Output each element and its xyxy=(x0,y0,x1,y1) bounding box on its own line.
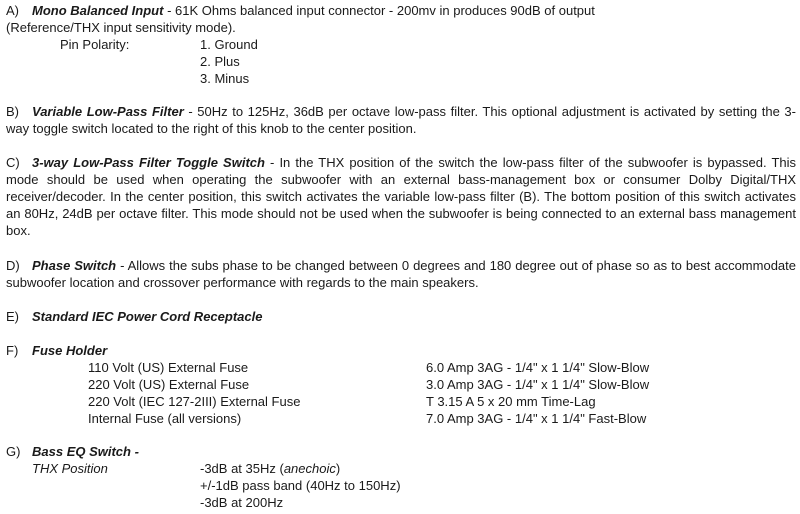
fuse-row xyxy=(6,359,796,376)
pin-3: 3. Minus xyxy=(200,71,250,86)
fuse-row xyxy=(6,393,796,410)
section-g-letter: G) xyxy=(6,444,21,459)
section-g-title: Bass EQ Switch xyxy=(32,444,131,459)
section-c-title: 3-way Low-Pass Filter Toggle Switch xyxy=(32,155,265,170)
section-g-title-suffix: - xyxy=(130,444,139,459)
section-b-text: - 50Hz to 125Hz, 36dB per octave low-pass filter. This optional adjustment is activated by setting the 3-way toggle switch located to the right of this knob to the center position. xyxy=(6,104,796,136)
fuse-row xyxy=(6,376,796,393)
pin-2: 2. Plus xyxy=(200,54,240,69)
section-c-text: - In the THX position of the switch the low-pass filter of the subwoofer is bypassed. This mode should be used when operating the subwoofer with an external bass-management box or consumer Dolby Digital/THX receiver/decoder. In the center position, this switch activates the variable low-pass filter (B). The bottom position of this switch activates an 80Hz, 24dB per octave filter. This mode should not be used when the subwoofer is being connected to an external bass management box. xyxy=(6,155,797,238)
eq-line-1 xyxy=(200,460,340,477)
eq-line-1-italic: anechoic xyxy=(283,461,336,476)
section-f-letter: F) xyxy=(6,343,19,358)
section-a-letter: A) xyxy=(6,3,19,18)
section-d-letter: D) xyxy=(6,258,20,273)
eq-line-2: +/-1dB pass band (40Hz to 150Hz) xyxy=(200,478,401,493)
section-e-letter: E) xyxy=(6,309,19,324)
fuse-spec: 3.0 Amp 3AG - 1/4" x 1 1/4" Slow-Blow xyxy=(426,377,650,392)
section-a xyxy=(6,2,796,87)
fuse-row xyxy=(6,410,796,427)
fuse-label: 110 Volt (US) External Fuse xyxy=(88,360,249,375)
section-f xyxy=(6,342,796,427)
section-c xyxy=(6,154,796,239)
section-d xyxy=(6,257,796,291)
fuse-label: Internal Fuse (all versions) xyxy=(88,411,242,426)
section-e-title: Standard IEC Power Cord Receptacle xyxy=(32,309,263,324)
fuse-label: 220 Volt (IEC 127-2III) External Fuse xyxy=(88,394,301,409)
eq-line-3: -3dB at 200Hz xyxy=(200,495,284,510)
section-d-title: Phase Switch xyxy=(32,258,117,273)
pin-1: 1. Ground xyxy=(200,37,258,52)
pin-polarity-label: Pin Polarity: xyxy=(60,37,130,52)
section-f-title: Fuse Holder xyxy=(32,343,108,358)
fuse-label: 220 Volt (US) External Fuse xyxy=(88,377,250,392)
section-a-title: Mono Balanced Input xyxy=(32,3,164,18)
thx-position-label: THX Position xyxy=(32,461,108,476)
section-e xyxy=(6,308,796,325)
section-d-text: - Allows the subs phase to be changed between 0 degrees and 180 degree out of phase so as to best accommodate subwoofer location and crossover performance with regards to the main speakers. xyxy=(6,258,796,290)
section-b-title: Variable Low-Pass Filter xyxy=(32,104,184,119)
section-c-letter: C) xyxy=(6,155,20,170)
section-b-letter: B) xyxy=(6,104,19,119)
eq-line-1-prefix: -3dB at 35Hz ( xyxy=(200,461,284,476)
fuse-spec: 7.0 Amp 3AG - 1/4" x 1 1/4" Fast-Blow xyxy=(426,411,647,426)
section-a-text2: (Reference/THX input sensitivity mode). xyxy=(6,20,236,35)
section-g xyxy=(6,443,796,511)
eq-line-1-suffix: ) xyxy=(335,461,341,476)
fuse-spec: T 3.15 A 5 x 20 mm Time-Lag xyxy=(426,394,596,409)
section-a-text: - 61K Ohms balanced input connector - 200mv in produces 90dB of output xyxy=(163,3,595,18)
fuse-spec: 6.0 Amp 3AG - 1/4" x 1 1/4" Slow-Blow xyxy=(426,360,650,375)
section-b xyxy=(6,103,796,137)
